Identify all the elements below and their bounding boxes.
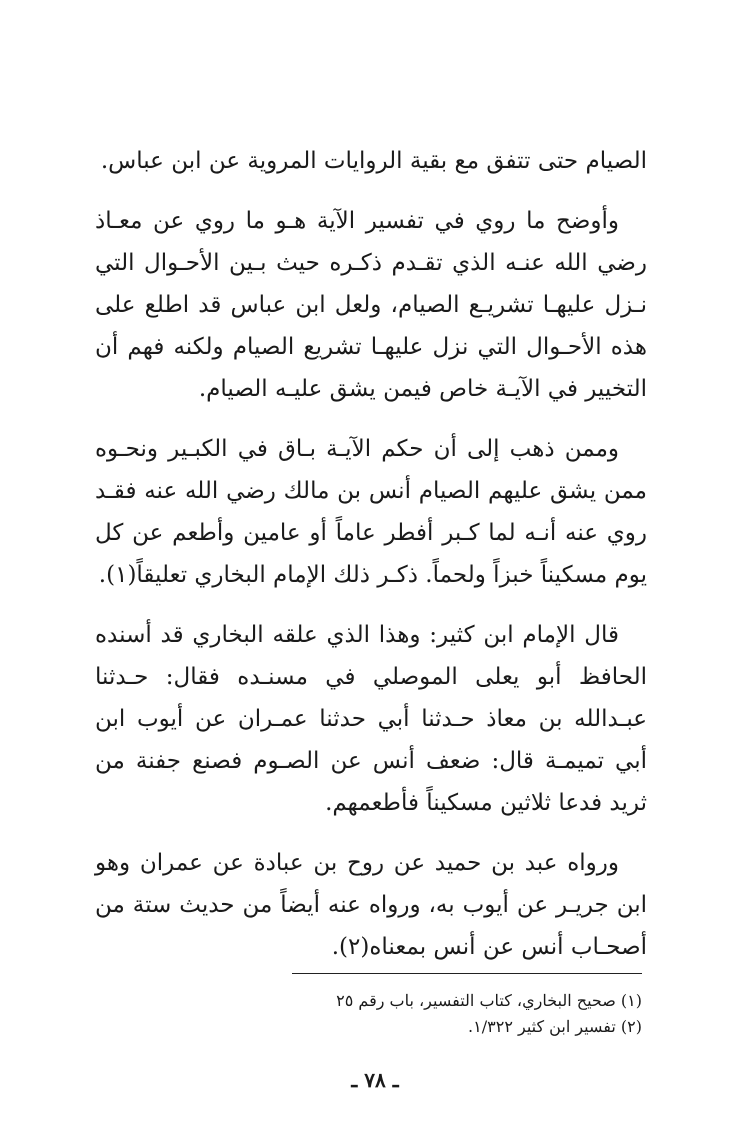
paragraph-1: الصيام حتى تتفق مع بقية الروايات المروية عن ابن عباس. <box>100 148 647 174</box>
paragraph-2: وأوضح ما روي في تفسير الآية هـو ما روي عن معـاذ رضي الله عنـه الذي تقـدم ذكـره حيث بـين الأحـوال التي نـزل عليهـا تشريـع الصيام، ولعل ابن عباس قد اطلع على هذه الأحـوال التي نزل عليهـا تشريع الصيام ولكنه فهم أن التخيير في الآيـة خاص فيمن يشق عليـه الصيام. <box>95 208 647 402</box>
paragraph-4: قال الإمام ابن كثير: وهذا الذي علقه البخاري قد أسنده الحافظ أبو يعلى الموصلي في مسنـده فقال: حـدثنا عبـدالله بن معاذ حـدثنا أبي حدثنا عمـران عن أيوب ابن أبي تميمـة قال: ضعف أنس عن الصـوم فصنع جفنة من ثريد فدعا ثلاثين مسكيناً فأطعمهم. <box>95 622 647 816</box>
paragraph-5: ورواه عبد بن حميد عن روح بن عبادة عن عمران وهو ابن جريـر عن أيوب به، ورواه عنه أيضاً من حديث ستة من أصحـاب أنس عن أنس بمعناه(٢). <box>95 850 647 960</box>
footnote-1: (١) صحيح البخاري، كتاب التفسير، باب رقم ٢٥ <box>336 991 642 1010</box>
footnotes <box>250 988 642 1040</box>
footnote-2: (٢) تفسير ابن كثير ١/٣٢٢. <box>468 1017 642 1036</box>
footnote-divider <box>292 973 642 974</box>
page-number: ـ ٧٨ ـ <box>351 1068 399 1092</box>
paragraph-3: وممن ذهب إلى أن حكم الآيـة بـاق في الكبـير ونحـوه ممن يشق عليهم الصيام أنس بن مالك رضي الله عنه فقـد روي عنه أنـه لما كـبر أفطر عاماً أو عامين وأطعم عن كل يوم مسكيناً خبزاً ولحماً. ذكـر ذلك الإمام البخاري تعليقاً(١). <box>95 436 647 588</box>
main-text <box>95 140 647 986</box>
